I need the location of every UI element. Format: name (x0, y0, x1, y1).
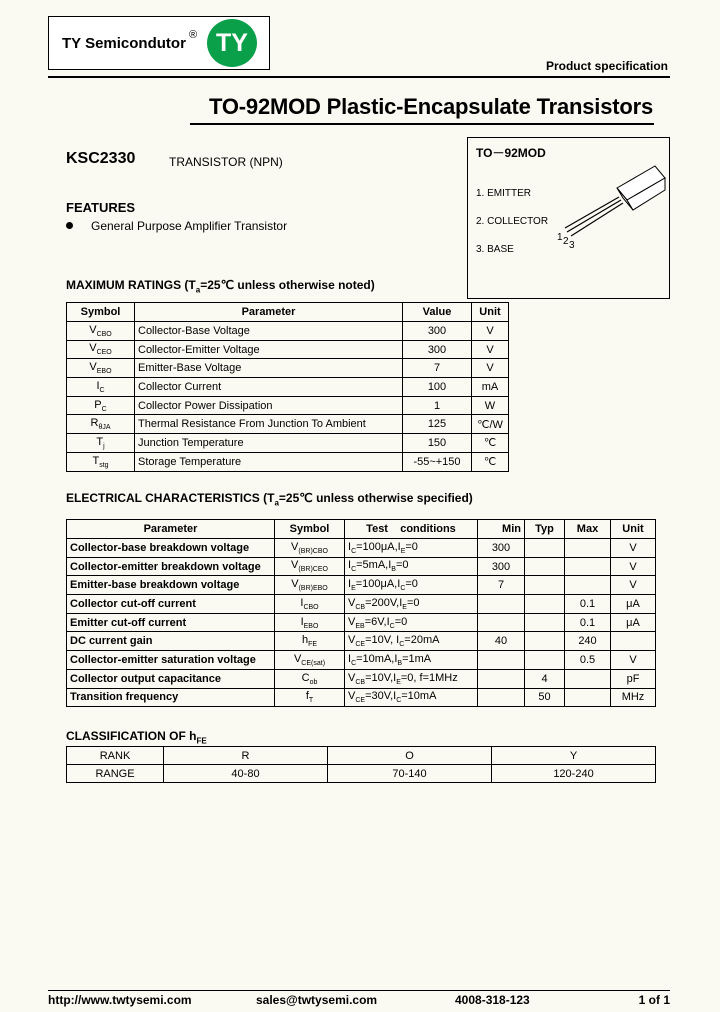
condition-cell: $I_C=5mA,I_B=0$ (345, 557, 478, 576)
part-number: KSC2330 (66, 150, 136, 167)
parameter-cell: Collector cut-off current (67, 595, 275, 614)
typ-cell: 4 (525, 669, 565, 688)
typ-cell (525, 613, 565, 632)
symbol-cell: $f_T$ (275, 688, 345, 707)
unit-cell: μA (611, 595, 656, 614)
bullet-icon (66, 222, 73, 229)
symbol-cell: $V_{(BR)CEO}$ (275, 557, 345, 576)
table-row (67, 340, 509, 359)
part-description: TRANSISTOR (NPN) (169, 155, 283, 169)
symbol-cell: $R_{\theta JA}$ (67, 415, 135, 434)
typ-cell: 50 (525, 688, 565, 707)
max-ratings-table (66, 302, 509, 472)
unit-cell: V (472, 340, 509, 359)
parameter-cell: Thermal Resistance From Junction To Ambient (135, 415, 403, 434)
feature-item: General Purpose Amplifier Transistor (91, 219, 288, 233)
pin-digit-2: 2 (563, 236, 569, 247)
registered-mark: ® (189, 29, 198, 41)
condition-cell: $V_{CE}=10V$, $I_C=20mA$ (345, 632, 478, 651)
max-cell: 0.5 (565, 651, 611, 670)
min-cell (478, 595, 525, 614)
footer-url-link[interactable]: http://www.twtysemi.com (48, 993, 192, 1007)
header-rule (48, 76, 670, 78)
condition-cell: $V_{CB}=200V,I_E=0$ (345, 595, 478, 614)
company-name: TY Semicondutor (62, 35, 186, 52)
condition-cell: $I_C=100\mu A,I_E=0$ (345, 539, 478, 558)
footer-email-link[interactable]: sales@twtysemi.com (256, 993, 378, 1007)
parameter-cell: Transition frequency (67, 688, 275, 707)
table-row (67, 434, 509, 453)
typ-cell (525, 576, 565, 595)
max-cell: 0.1 (565, 613, 611, 632)
value-cell: 300 (403, 322, 472, 341)
classification-heading: CLASSIFICATION OF $h_{FE}$ (66, 729, 207, 746)
value-cell: 125 (403, 415, 472, 434)
page-number: 1 of 1 (638, 993, 670, 1007)
range-label: RANGE (67, 765, 164, 783)
max-cell (565, 557, 611, 576)
max-cell (565, 688, 611, 707)
document-title: TO-92MOD Plastic-Encapsulate Transistors (209, 94, 653, 119)
symbol-cell: $V_{CEO}$ (67, 340, 135, 359)
table-row (67, 539, 656, 558)
pin-label-collector: 2. COLLECTOR (476, 216, 549, 227)
table-row (67, 595, 656, 614)
parameter-cell: Collector-emitter saturation voltage (67, 651, 275, 670)
symbol-cell: $T_j$ (67, 434, 135, 453)
table-row (67, 765, 656, 783)
symbol-cell: $I_C$ (67, 378, 135, 397)
table-row (67, 747, 656, 765)
min-cell (478, 688, 525, 707)
unit-cell: V (611, 539, 656, 558)
unit-cell: pF (611, 669, 656, 688)
unit-cell: ℃ (472, 452, 509, 471)
parameter-cell: DC current gain (67, 632, 275, 651)
col-header: Parameter (67, 520, 275, 539)
min-cell: 300 (478, 557, 525, 576)
condition-cell: $I_E=100\mu A,I_C=0$ (345, 576, 478, 595)
symbol-cell: $V_{CBO}$ (67, 322, 135, 341)
symbol-cell: $T_{stg}$ (67, 452, 135, 471)
table-row (67, 359, 509, 378)
table-header-row (67, 520, 656, 539)
value-cell: 100 (403, 378, 472, 397)
symbol-cell: $I_{EBO}$ (275, 613, 345, 632)
table-row (67, 651, 656, 670)
symbol-cell: $I_{CBO}$ (275, 595, 345, 614)
table-row (67, 632, 656, 651)
package-title: TO－92MOD (476, 146, 546, 160)
value-cell: -55~+150 (403, 452, 472, 471)
min-cell: 7 (478, 576, 525, 595)
unit-cell: V (472, 322, 509, 341)
parameter-cell: Storage Temperature (135, 452, 403, 471)
col-header: Unit (472, 303, 509, 322)
company-logo: TY (207, 19, 257, 67)
table-row (67, 557, 656, 576)
transistor-package-icon (555, 160, 667, 250)
parameter-cell: Collector-base breakdown voltage (67, 539, 275, 558)
symbol-cell: $V_{CE(sat)}$ (275, 651, 345, 670)
value-cell: 1 (403, 396, 472, 415)
unit-cell: V (611, 576, 656, 595)
max-cell: 240 (565, 632, 611, 651)
max-cell (565, 669, 611, 688)
table-row (67, 613, 656, 632)
min-cell (478, 669, 525, 688)
condition-cell: $V_{CB}=10V,I_E=0$, f=1MHz (345, 669, 478, 688)
min-cell (478, 651, 525, 670)
max-cell: 0.1 (565, 595, 611, 614)
pin-digit-3: 3 (569, 240, 575, 250)
parameter-cell: Collector-Base Voltage (135, 322, 403, 341)
range-cell: 120-240 (492, 765, 656, 783)
table-row (67, 669, 656, 688)
min-cell: 40 (478, 632, 525, 651)
pin-label-base: 3. BASE (476, 244, 514, 255)
pin-digit-1: 1 (557, 232, 563, 243)
rank-label: RANK (67, 747, 164, 765)
condition-cell: $V_{EB}=6V,I_C=0$ (345, 613, 478, 632)
unit-cell: MHz (611, 688, 656, 707)
title-rule (190, 123, 654, 125)
table-row (67, 322, 509, 341)
unit-cell: V (611, 651, 656, 670)
unit-cell: V (472, 359, 509, 378)
symbol-cell: $V_{EBO}$ (67, 359, 135, 378)
typ-cell (525, 557, 565, 576)
max-cell (565, 539, 611, 558)
spec-label: Product specification (545, 59, 668, 73)
symbol-cell: $V_{(BR)CBO}$ (275, 539, 345, 558)
table-row (67, 576, 656, 595)
value-cell: 150 (403, 434, 472, 453)
range-cell: 40-80 (164, 765, 328, 783)
col-header: Unit (611, 520, 656, 539)
table-header-row (67, 303, 509, 322)
col-header: Typ (525, 520, 565, 539)
typ-cell (525, 651, 565, 670)
unit-cell: W (472, 396, 509, 415)
parameter-cell: Collector output capacitance (67, 669, 275, 688)
rank-cell: R (164, 747, 328, 765)
parameter-cell: Emitter-Base Voltage (135, 359, 403, 378)
unit-cell (611, 632, 656, 651)
col-header: Parameter (135, 303, 403, 322)
parameter-cell: Collector-emitter breakdown voltage (67, 557, 275, 576)
electrical-table (66, 519, 656, 707)
classification-table (66, 746, 656, 783)
col-header: Value (403, 303, 472, 322)
parameter-cell: Collector-Emitter Voltage (135, 340, 403, 359)
unit-cell: μA (611, 613, 656, 632)
electrical-heading: ELECTRICAL CHARACTERISTICS ($T_a=25℃$ unless otherwise specified) (66, 491, 473, 508)
condition-cell: $V_{CE}=30V,I_C=10mA$ (345, 688, 478, 707)
max-cell (565, 576, 611, 595)
typ-cell (525, 539, 565, 558)
features-heading: FEATURES (66, 200, 136, 215)
col-header: Symbol (67, 303, 135, 322)
range-cell: 70-140 (328, 765, 492, 783)
table-row (67, 688, 656, 707)
pin-label-emitter: 1. EMITTER (476, 188, 532, 199)
parameter-cell: Junction Temperature (135, 434, 403, 453)
unit-cell: mA (472, 378, 509, 397)
col-header: Min (478, 520, 525, 539)
parameter-cell: Collector Power Dissipation (135, 396, 403, 415)
unit-cell: ℃ (472, 434, 509, 453)
condition-cell: $I_C=10mA,I_B=1mA$ (345, 651, 478, 670)
table-row (67, 396, 509, 415)
value-cell: 300 (403, 340, 472, 359)
parameter-cell: Emitter cut-off current (67, 613, 275, 632)
footer-rule (48, 990, 670, 991)
max-ratings-heading: MAXIMUM RATINGS ($T_a=25℃$ unless otherwise noted) (66, 278, 375, 295)
min-cell: 300 (478, 539, 525, 558)
col-header: Symbol (275, 520, 345, 539)
value-cell: 7 (403, 359, 472, 378)
symbol-cell: $h_{FE}$ (275, 632, 345, 651)
rank-cell: O (328, 747, 492, 765)
symbol-cell: $V_{(BR)EBO}$ (275, 576, 345, 595)
unit-cell: ℃/W (472, 415, 509, 434)
symbol-cell: $P_C$ (67, 396, 135, 415)
table-row (67, 452, 509, 471)
col-header: Max (565, 520, 611, 539)
col-header: Test conditions (345, 520, 478, 539)
rank-cell: Y (492, 747, 656, 765)
typ-cell (525, 595, 565, 614)
footer-phone: 4008-318-123 (455, 993, 530, 1007)
symbol-cell: $C_{ob}$ (275, 669, 345, 688)
table-row (67, 378, 509, 397)
min-cell (478, 613, 525, 632)
table-row (67, 415, 509, 434)
parameter-cell: Collector Current (135, 378, 403, 397)
typ-cell (525, 632, 565, 651)
unit-cell: V (611, 557, 656, 576)
parameter-cell: Emitter-base breakdown voltage (67, 576, 275, 595)
